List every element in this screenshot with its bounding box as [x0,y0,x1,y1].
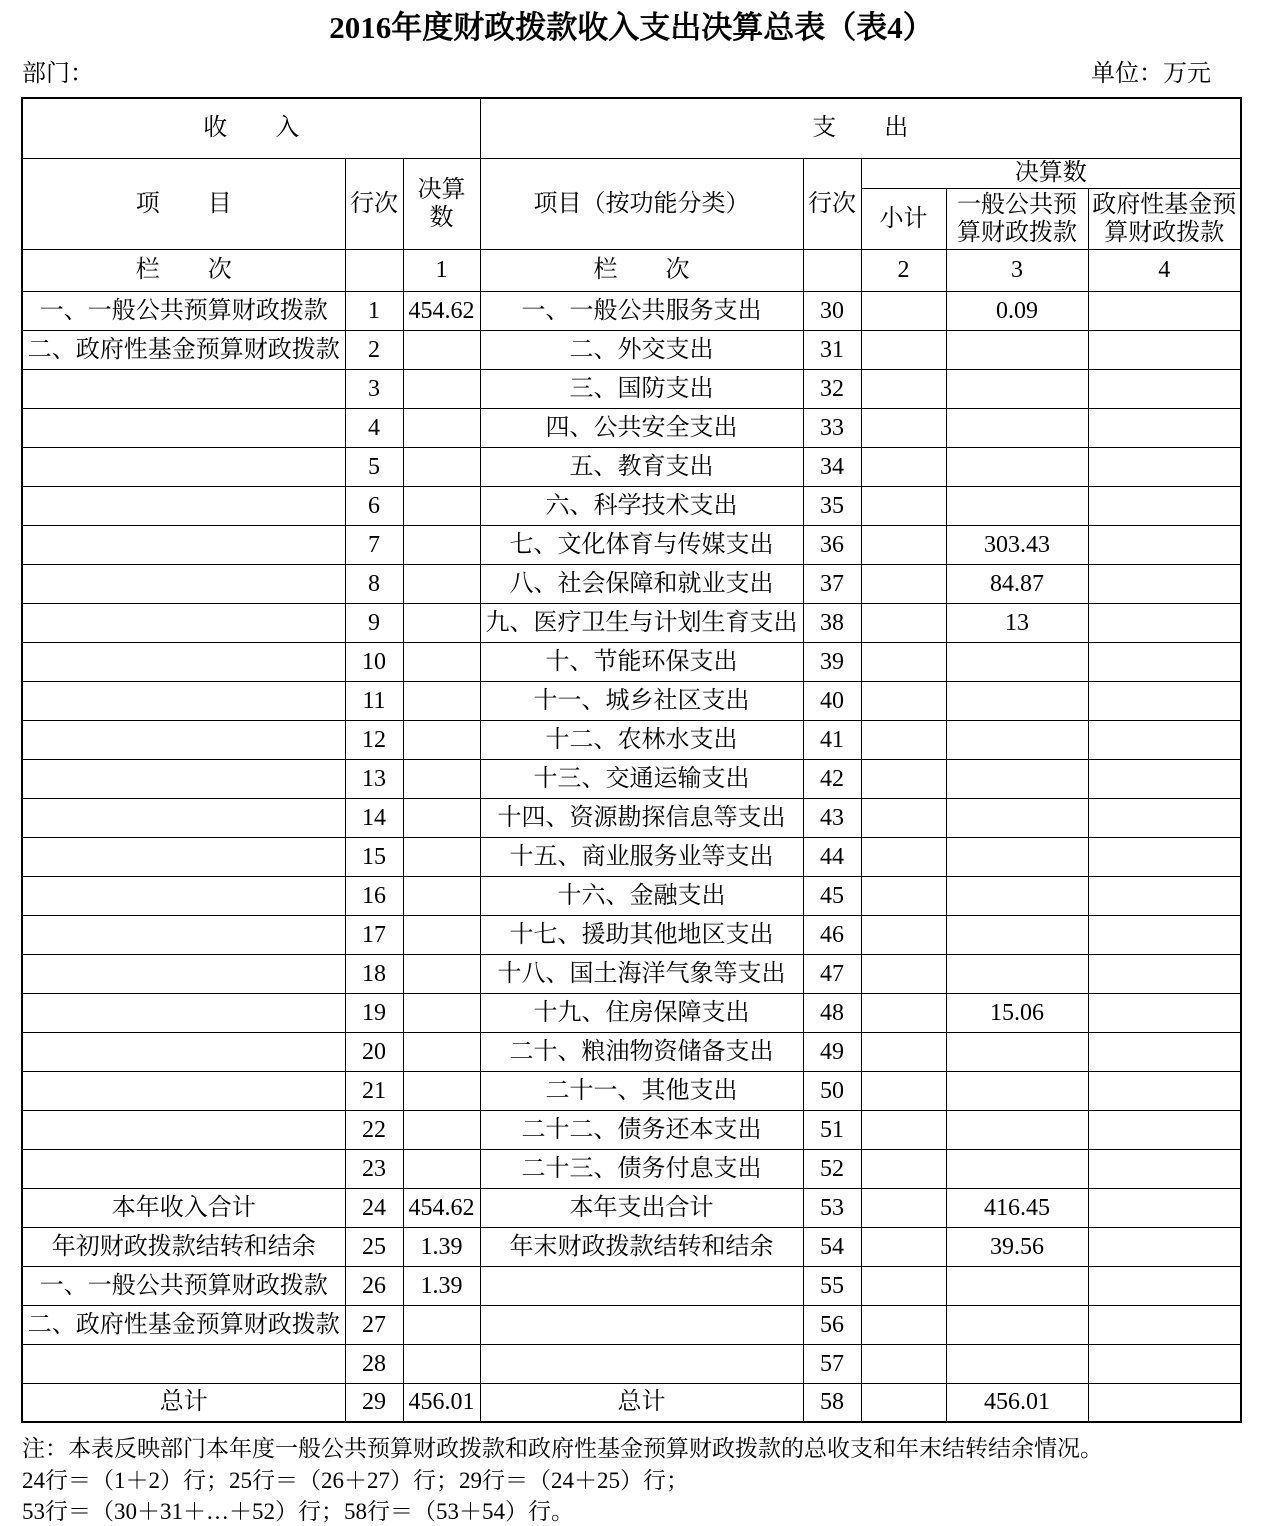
expense-item-cell: 二十、粮油物资储备支出 [480,1032,803,1071]
income-line-no-cell: 10 [345,642,403,681]
table-row [22,1305,1241,1344]
income-item-cell [22,447,345,486]
gov-fund-cell [1088,1383,1241,1422]
gov-fund-cell [1088,954,1241,993]
table-row [22,486,1241,525]
general-budget-cell [946,1149,1088,1188]
subtotal-cell [861,876,946,915]
subtotal-cell [861,837,946,876]
subtotal-cell [861,1110,946,1149]
income-amount-cell [403,642,480,681]
subtotal-cell [861,1344,946,1383]
income-amount-cell [403,330,480,369]
income-column-index-lineno [345,249,403,291]
subtotal-cell [861,564,946,603]
income-line-no-cell: 5 [345,447,403,486]
gov-fund-cell [1088,330,1241,369]
income-item-cell [22,369,345,408]
expense-item-cell: 总计 [480,1383,803,1422]
note-line: 注：本表反映部门本年度一般公共预算财政拨款和政府性基金预算财政拨款的总收支和年末结转结余情况。 [22,1436,1103,1461]
income-amount-cell: 1.39 [403,1227,480,1266]
expense-line-no-cell: 35 [803,486,861,525]
general-budget-cell: 39.56 [946,1227,1088,1266]
general-budget-cell [946,408,1088,447]
income-line-no-cell: 12 [345,720,403,759]
expense-line-no-cell: 33 [803,408,861,447]
note-line: 53行＝（30＋31＋…＋52）行；58行＝（53＋54）行。 [22,1499,574,1524]
gov-fund-cell [1088,564,1241,603]
income-column-index-label: 栏 次 [22,249,345,291]
table-row [22,1149,1241,1188]
expense-line-no-cell: 58 [803,1383,861,1422]
gov-fund-cell [1088,1071,1241,1110]
income-item-cell [22,798,345,837]
income-amount-cell [403,798,480,837]
subtotal-cell [861,1305,946,1344]
income-item-cell [22,1149,345,1188]
expense-line-no-cell: 37 [803,564,861,603]
table-row [22,564,1241,603]
gov-fund-cell [1088,642,1241,681]
table-row [22,837,1241,876]
subtotal-cell [861,408,946,447]
expense-line-no-cell: 34 [803,447,861,486]
expense-item-cell: 十二、农林水支出 [480,720,803,759]
expense-item-cell [480,1305,803,1344]
table-row [22,369,1241,408]
expense-item-cell: 十一、城乡社区支出 [480,681,803,720]
income-amount-cell [403,369,480,408]
income-line-no-cell: 7 [345,525,403,564]
expense-line-no-cell: 39 [803,642,861,681]
table-row [22,681,1241,720]
table-row [22,1344,1241,1383]
gov-fund-cell [1088,720,1241,759]
income-item-cell [22,720,345,759]
income-line-no-cell: 8 [345,564,403,603]
income-item-cell [22,876,345,915]
income-line-no-cell: 24 [345,1188,403,1227]
income-line-no-cell: 23 [345,1149,403,1188]
general-budget-cell [946,915,1088,954]
table-row [22,642,1241,681]
expense-line-no-cell: 38 [803,603,861,642]
subtotal-cell [861,798,946,837]
income-section-header: 收 入 [22,98,480,158]
expense-line-no-cell: 54 [803,1227,861,1266]
expense-line-no-cell: 51 [803,1110,861,1149]
income-item-header: 项 目 [22,158,345,249]
income-line-no-cell: 1 [345,291,403,330]
expense-line-no-cell: 41 [803,720,861,759]
expense-item-cell: 三、国防支出 [480,369,803,408]
expense-item-cell [480,1344,803,1383]
gov-fund-cell [1088,603,1241,642]
gov-fund-cell [1088,798,1241,837]
income-amount-cell: 454.62 [403,1188,480,1227]
gov-fund-cell [1088,1344,1241,1383]
income-line-no-cell: 17 [345,915,403,954]
general-budget-cell: 456.01 [946,1383,1088,1422]
general-budget-cell: 84.87 [946,564,1088,603]
subtotal-cell [861,1227,946,1266]
subtotal-cell [861,1383,946,1422]
expense-item-cell: 年末财政拨款结转和结余 [480,1227,803,1266]
expense-line-no-cell: 45 [803,876,861,915]
subtotal-header: 小计 [861,188,946,249]
income-line-no-cell: 9 [345,603,403,642]
general-budget-cell [946,954,1088,993]
expense-item-cell: 二、外交支出 [480,330,803,369]
income-line-no-cell: 13 [345,759,403,798]
income-item-cell [22,603,345,642]
table-row [22,798,1241,837]
expense-item-cell [480,1266,803,1305]
expense-line-no-cell: 52 [803,1149,861,1188]
income-amount-header-text: 决算数 [417,176,466,231]
column-header-row-1 [22,158,1241,188]
general-budget-cell [946,1305,1088,1344]
department-label: 部门： [22,61,94,87]
fiscal-summary-table [21,97,1242,1423]
expense-line-no-cell: 32 [803,369,861,408]
income-line-no-cell: 4 [345,408,403,447]
income-item-cell [22,1032,345,1071]
expense-item-cell: 十九、住房保障支出 [480,993,803,1032]
general-budget-cell [946,642,1088,681]
income-item-cell [22,642,345,681]
income-item-cell: 总计 [22,1383,345,1422]
income-line-no-cell: 6 [345,486,403,525]
income-amount-cell: 1.39 [403,1266,480,1305]
general-budget-cell [946,876,1088,915]
income-amount-cell [403,1032,480,1071]
income-amount-cell [403,1344,480,1383]
table-row [22,447,1241,486]
income-amount-cell [403,564,480,603]
table-row [22,525,1241,564]
general-budget-cell: 13 [946,603,1088,642]
gov-fund-cell [1088,681,1241,720]
income-amount-cell [403,993,480,1032]
expense-line-no-cell: 42 [803,759,861,798]
income-item-cell [22,954,345,993]
gov-fund-cell [1088,1305,1241,1344]
general-budget-cell [946,369,1088,408]
income-amount-cell: 454.62 [403,291,480,330]
gov-fund-cell [1088,1149,1241,1188]
income-amount-cell: 456.01 [403,1383,480,1422]
income-amount-cell [403,759,480,798]
expense-line-no-cell: 57 [803,1344,861,1383]
subtotal-cell [861,681,946,720]
general-budget-cell [946,486,1088,525]
general-budget-cell [946,720,1088,759]
table-row [22,408,1241,447]
page-title: 2016年度财政拨款收入支出决算总表（表4） [329,10,934,45]
expense-column-index-lineno [803,249,861,291]
expense-item-cell: 八、社会保障和就业支出 [480,564,803,603]
general-budget-cell [946,330,1088,369]
expense-item-cell: 十、节能环保支出 [480,642,803,681]
income-item-cell: 二、政府性基金预算财政拨款 [22,1305,345,1344]
subtotal-cell [861,525,946,564]
subtotal-cell [861,642,946,681]
general-budget-cell: 0.09 [946,291,1088,330]
subtotal-cell [861,447,946,486]
income-item-cell: 一、一般公共预算财政拨款 [22,1266,345,1305]
income-line-no-header: 行次 [345,158,403,249]
general-budget-cell [946,1032,1088,1071]
expense-item-cell: 十五、商业服务业等支出 [480,837,803,876]
income-amount-cell [403,915,480,954]
column-index-row [22,249,1241,291]
general-budget-cell: 303.43 [946,525,1088,564]
income-amount-cell [403,681,480,720]
table-row [22,876,1241,915]
income-item-cell: 二、政府性基金预算财政拨款 [22,330,345,369]
subtotal-cell [861,1032,946,1071]
table-row [22,720,1241,759]
income-amount-header [403,158,480,249]
expense-item-header: 项目（按功能分类） [480,158,803,249]
gov-fund-cell [1088,759,1241,798]
gov-fund-cell [1088,993,1241,1032]
expense-line-no-header: 行次 [803,158,861,249]
expense-item-cell: 十八、国土海洋气象等支出 [480,954,803,993]
income-line-no-cell: 29 [345,1383,403,1422]
expense-item-cell: 五、教育支出 [480,447,803,486]
expense-line-no-cell: 46 [803,915,861,954]
expense-line-no-cell: 55 [803,1266,861,1305]
income-line-no-cell: 15 [345,837,403,876]
table-row [22,915,1241,954]
subtotal-cell [861,1071,946,1110]
income-amount-cell [403,837,480,876]
expense-line-no-cell: 36 [803,525,861,564]
table-row [22,291,1241,330]
income-item-cell [22,993,345,1032]
gov-fund-cell [1088,876,1241,915]
expense-amount-group-header: 决算数 [861,158,1241,188]
subtotal-cell [861,486,946,525]
income-line-no-cell: 11 [345,681,403,720]
gov-fund-cell [1088,915,1241,954]
expense-line-no-cell: 30 [803,291,861,330]
expense-item-cell: 二十三、债务付息支出 [480,1149,803,1188]
expense-item-cell: 九、医疗卫生与计划生育支出 [480,603,803,642]
income-item-cell [22,564,345,603]
income-line-no-cell: 18 [345,954,403,993]
subtotal-cell [861,1188,946,1227]
expense-line-no-cell: 56 [803,1305,861,1344]
expense-item-cell: 七、文化体育与传媒支出 [480,525,803,564]
gov-fund-cell [1088,1266,1241,1305]
expense-line-no-cell: 43 [803,798,861,837]
subtotal-cell [861,330,946,369]
expense-item-cell: 十六、金融支出 [480,876,803,915]
gov-fund-budget-header: 政府性基金预算财政拨款 [1088,188,1241,249]
expense-item-cell: 十七、援助其他地区支出 [480,915,803,954]
expense-column-index-4: 4 [1088,249,1241,291]
income-line-no-cell: 2 [345,330,403,369]
general-budget-cell [946,681,1088,720]
subtotal-cell [861,369,946,408]
subtotal-cell [861,1266,946,1305]
general-public-budget-header: 一般公共预算财政拨款 [946,188,1088,249]
income-amount-cell [403,876,480,915]
income-item-cell [22,1110,345,1149]
income-amount-cell [403,525,480,564]
income-amount-cell [403,486,480,525]
income-amount-cell [403,1110,480,1149]
income-amount-cell [403,1071,480,1110]
expense-item-cell: 十四、资源勘探信息等支出 [480,798,803,837]
table-row [22,1032,1241,1071]
expense-item-cell: 一、一般公共服务支出 [480,291,803,330]
expense-line-no-cell: 48 [803,993,861,1032]
income-amount-cell [403,954,480,993]
income-item-cell [22,525,345,564]
table-row [22,1188,1241,1227]
income-item-cell [22,486,345,525]
expense-line-no-cell: 47 [803,954,861,993]
income-amount-cell [403,720,480,759]
expense-item-cell: 六、科学技术支出 [480,486,803,525]
income-line-no-cell: 26 [345,1266,403,1305]
table-row [22,993,1241,1032]
general-budget-cell [946,1071,1088,1110]
income-column-index-1: 1 [403,249,480,291]
income-line-no-cell: 20 [345,1032,403,1071]
table-row [22,1227,1241,1266]
gov-fund-cell [1088,408,1241,447]
income-line-no-cell: 21 [345,1071,403,1110]
income-item-cell [22,1071,345,1110]
general-budget-cell [946,759,1088,798]
general-budget-cell [946,1110,1088,1149]
gov-fund-cell [1088,1032,1241,1071]
subtotal-cell [861,954,946,993]
income-line-no-cell: 3 [345,369,403,408]
subtotal-cell [861,993,946,1032]
unit-label: 单位：万元 [1091,61,1211,87]
income-item-cell: 年初财政拨款结转和结余 [22,1227,345,1266]
general-budget-cell [946,1344,1088,1383]
expense-column-index-3: 3 [946,249,1088,291]
table-row [22,1071,1241,1110]
subtotal-cell [861,603,946,642]
section-header-row [22,98,1241,158]
income-item-cell [22,1344,345,1383]
income-item-cell [22,837,345,876]
expense-line-no-cell: 31 [803,330,861,369]
subtotal-cell [861,915,946,954]
general-budget-cell [946,837,1088,876]
income-line-no-cell: 14 [345,798,403,837]
expense-line-no-cell: 44 [803,837,861,876]
table-row [22,1383,1241,1422]
notes [22,1433,1263,1526]
expense-item-cell: 十三、交通运输支出 [480,759,803,798]
table-body [22,291,1241,1422]
income-amount-cell [403,1305,480,1344]
expense-line-no-cell: 49 [803,1032,861,1071]
income-amount-cell [403,447,480,486]
income-line-no-cell: 19 [345,993,403,1032]
note-line: 24行＝（1＋2）行；25行＝（26＋27）行；29行＝（24＋25）行； [22,1467,689,1493]
general-budget-cell [946,798,1088,837]
income-item-cell: 一、一般公共预算财政拨款 [22,291,345,330]
general-budget-cell: 15.06 [946,993,1088,1032]
expense-line-no-cell: 53 [803,1188,861,1227]
income-line-no-cell: 28 [345,1344,403,1383]
income-item-cell [22,408,345,447]
income-item-cell: 本年收入合计 [22,1188,345,1227]
expense-item-cell: 二十一、其他支出 [480,1071,803,1110]
expense-section-header: 支 出 [480,98,1241,158]
income-line-no-cell: 22 [345,1110,403,1149]
general-budget-cell: 416.45 [946,1188,1088,1227]
income-amount-cell [403,408,480,447]
gov-fund-cell [1088,837,1241,876]
expense-line-no-cell: 40 [803,681,861,720]
subtotal-cell [861,759,946,798]
table-row [22,1110,1241,1149]
table-row [22,954,1241,993]
gov-fund-cell [1088,1110,1241,1149]
income-amount-cell [403,1149,480,1188]
gov-fund-cell [1088,1227,1241,1266]
income-item-cell [22,681,345,720]
table-row [22,603,1241,642]
income-item-cell [22,915,345,954]
subtotal-cell [861,1149,946,1188]
income-item-cell [22,759,345,798]
gov-fund-cell [1088,369,1241,408]
income-line-no-cell: 27 [345,1305,403,1344]
table-row [22,330,1241,369]
meta-row [22,60,1211,88]
gov-fund-cell [1088,525,1241,564]
subtotal-cell [861,291,946,330]
expense-column-index-label: 栏 次 [480,249,803,291]
table-row [22,759,1241,798]
gov-fund-cell [1088,291,1241,330]
gov-fund-cell [1088,447,1241,486]
expense-item-cell: 四、公共安全支出 [480,408,803,447]
gov-fund-cell [1088,486,1241,525]
income-line-no-cell: 16 [345,876,403,915]
gov-fund-cell [1088,1188,1241,1227]
general-budget-cell [946,447,1088,486]
expense-item-cell: 本年支出合计 [480,1188,803,1227]
income-amount-cell [403,603,480,642]
expense-item-cell: 二十二、债务还本支出 [480,1110,803,1149]
subtotal-cell [861,720,946,759]
income-line-no-cell: 25 [345,1227,403,1266]
general-budget-cell [946,1266,1088,1305]
expense-column-index-2: 2 [861,249,946,291]
expense-line-no-cell: 50 [803,1071,861,1110]
table-row [22,1266,1241,1305]
